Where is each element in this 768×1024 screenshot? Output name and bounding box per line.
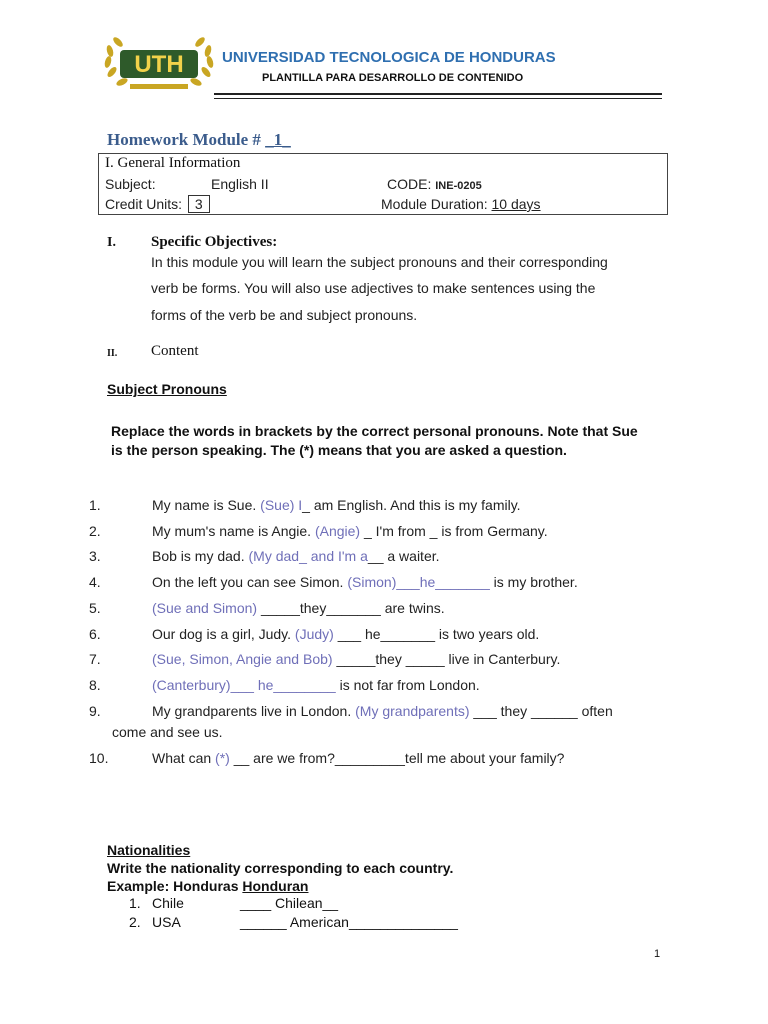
duration-field [381,196,541,212]
exercise-item [152,523,548,539]
exercise-number: 9. [89,703,101,719]
exercise-text: My name is Sue. [152,497,261,513]
objectives-line: In this module you will learn the subject pronouns and their corresponding [151,254,608,270]
exercise-text: _____they_______ are twins. [257,600,445,616]
exercise-number: 5. [89,600,101,616]
exercise-number: 6. [89,626,101,642]
header-rule [214,93,662,95]
exercise-number: 10. [89,750,109,766]
subject-pronouns-heading: Subject Pronouns [107,381,227,397]
exercise-item [152,626,539,642]
credit-units-value: 3 [188,195,210,213]
exercise-item [152,497,521,513]
exercise-bracket: (Sue) I [260,497,303,513]
duration-value: 10 days [491,196,541,212]
exercise-text: is my brother. [489,574,578,590]
exercise-text: ___ he_______ is two years old. [333,626,540,642]
credit-units-field [105,195,210,213]
exercise-item [152,600,445,616]
nationalities-instruction: Write the nationality corresponding to each country. [107,860,454,876]
exercise-text: ___ they ______ often [469,703,613,719]
nationality-answer: ______ American______________ [240,914,458,930]
module-number: _1_ [265,130,291,149]
pronouns-instructions: Replace the words in brackets by the correct personal pronouns. Note that Sue is the person speaking. The (*) means that you are asked a question. [111,423,638,458]
content-title: Content [151,343,199,359]
subject-label: Subject: [105,176,156,192]
example-label: Example: Honduras [107,878,243,894]
header-rule-thin [214,98,662,99]
nationalities-heading: Nationalities [107,842,191,858]
exercise-text: _____they _____ live in Canterbury. [332,651,561,667]
exercise-bracket: (Simon)___he_______ [347,574,490,590]
credit-units-label: Credit Units: [105,196,183,212]
exercise-text: _ am English. And this is my family. [302,497,521,513]
page-number: 1 [654,948,661,960]
exercise-text: Bob is my dad. [152,548,249,564]
exercise-bracket: (Canterbury)___ he________ [152,677,336,693]
general-info-heading: I. General Information [105,155,241,171]
exercise-text: _ I'm from _ is from Germany. [360,523,548,539]
subject-value: English II [211,176,269,192]
objectives-line: verb be forms. You will also use adjectives to make sentences using the [151,280,596,296]
exercise-bracket: (Angie) [314,523,361,539]
exercise-text: On the left you can see Simon. [152,574,348,590]
objectives-number: I. [107,235,116,250]
nationalities-example [107,878,308,894]
exercise-item [152,750,564,766]
example-answer: Honduran [242,878,309,894]
code-value: INE-0205 [435,180,482,192]
nationality-country: USA [152,914,181,930]
exercise-bracket: (Judy) [294,626,334,642]
exercise-item [152,574,578,590]
code-field [387,176,482,192]
nationality-number: 1. [129,895,141,911]
exercise-number: 4. [89,574,101,590]
university-logo [100,32,218,94]
exercise-text: is not far from London. [335,677,480,693]
exercise-text: My mum's name is Angie. [152,523,315,539]
exercise-bracket: (Sue and Simon) [152,600,258,616]
exercise-number: 7. [89,651,101,667]
university-name: UNIVERSIDAD TECNOLOGICA DE HONDURAS [222,49,556,66]
exercise-text: Our dog is a girl, Judy. [152,626,295,642]
duration-label: Module Duration: [381,196,492,212]
content-number: II. [107,348,118,359]
exercise-number: 2. [89,523,101,539]
exercise-continuation: come and see us. [112,724,223,740]
exercise-bracket: (Sue, Simon, Angie and Bob) [152,651,333,667]
nationality-answer: ____ Chilean__ [240,895,339,911]
logo-text: UTH [134,51,184,78]
code-label: CODE: [387,176,436,192]
exercise-text: __ a waiter. [367,548,440,564]
exercise-item [152,703,613,719]
homework-title-prefix: Homework Module # [107,130,266,149]
exercise-bracket: (*) [215,750,230,766]
exercise-bracket: (My grandparents) [355,703,470,719]
homework-title [107,130,291,150]
exercise-item [152,677,480,693]
exercise-text: __ are we from?_________tell me about your family? [229,750,565,766]
exercise-number: 1. [89,497,101,513]
template-subtitle: PLANTILLA PARA DESARROLLO DE CONTENIDO [262,72,524,84]
exercise-item [152,548,440,564]
exercise-item [152,651,560,667]
objectives-title: Specific Objectives: [151,234,278,250]
exercise-number: 8. [89,677,101,693]
nationality-number: 2. [129,914,141,930]
objectives-line: forms of the verb be and subject pronouns. [151,307,418,323]
nationality-country: Chile [152,895,184,911]
exercise-text: What can [152,750,216,766]
exercise-bracket: (My dad_ and I'm a [248,548,368,564]
exercise-text: My grandparents live in London. [152,703,356,719]
exercise-number: 3. [89,548,101,564]
